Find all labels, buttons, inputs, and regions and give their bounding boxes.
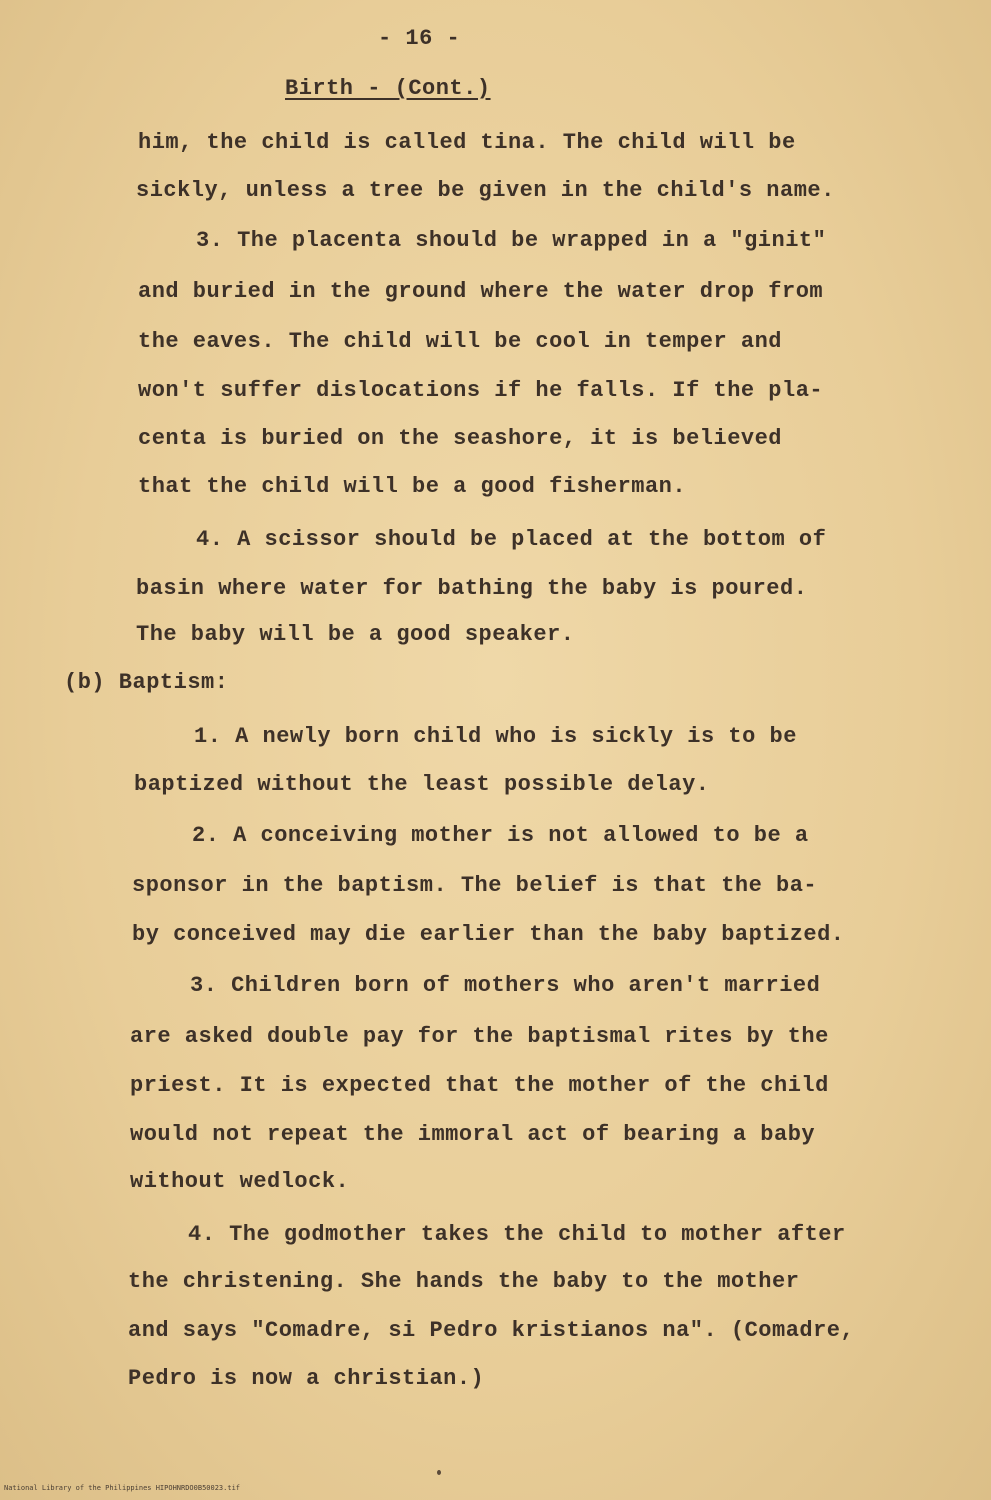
text-line-1: him, the child is called tina. The child will be: [138, 130, 796, 155]
text-line-18: 3. Children born of mothers who aren't married: [190, 973, 821, 998]
text-line-20: priest. It is expected that the mother of the child: [130, 1073, 829, 1098]
text-line-6: won't suffer dislocations if he falls. If the pla-: [138, 378, 824, 403]
text-line-8: that the child will be a good fisherman.: [138, 474, 687, 499]
text-line-4: and buried in the ground where the water drop from: [138, 279, 824, 304]
text-line-10: basin where water for bathing the baby is poured.: [136, 576, 808, 601]
text-line-16: sponsor in the baptism. The belief is that the ba-: [132, 873, 818, 898]
subheading-baptism: (b) Baptism:: [64, 670, 229, 695]
text-line-2: sickly, unless a tree be given in the child's name.: [136, 178, 835, 203]
text-line-13: 1. A newly born child who is sickly is to be: [194, 724, 797, 749]
text-line-3: 3. The placenta should be wrapped in a "ginit": [196, 228, 827, 253]
text-line-26: Pedro is now a christian.): [128, 1366, 485, 1391]
text-line-5: the eaves. The child will be cool in temper and: [138, 329, 783, 354]
text-line-15: 2. A conceiving mother is not allowed to be a: [192, 823, 809, 848]
section-heading: Birth - (Cont.): [285, 76, 491, 101]
text-line-9: 4. A scissor should be placed at the bottom of: [196, 527, 827, 552]
text-line-21: would not repeat the immoral act of bearing a baby: [130, 1122, 816, 1147]
text-line-14: baptized without the least possible delay.: [134, 772, 710, 797]
text-line-24: the christening. She hands the baby to the mother: [128, 1269, 800, 1294]
text-line-22: without wedlock.: [130, 1169, 350, 1194]
text-line-19: are asked double pay for the baptismal rites by the: [130, 1024, 829, 1049]
text-line-23: 4. The godmother takes the child to mother after: [188, 1222, 846, 1247]
text-line-25: and says "Comadre, si Pedro kristianos na". (Comadre,: [128, 1318, 855, 1343]
text-line-17: by conceived may die earlier than the baby baptized.: [132, 922, 845, 947]
text-line-7: centa is buried on the seashore, it is believed: [138, 426, 783, 451]
paper-speck: [437, 1470, 441, 1475]
text-line-11: The baby will be a good speaker.: [136, 622, 575, 647]
page-number: - 16 -: [378, 26, 461, 51]
scan-footer: National Library of the Philippines HIPOHNRDO0B50023.tif: [4, 1484, 241, 1492]
